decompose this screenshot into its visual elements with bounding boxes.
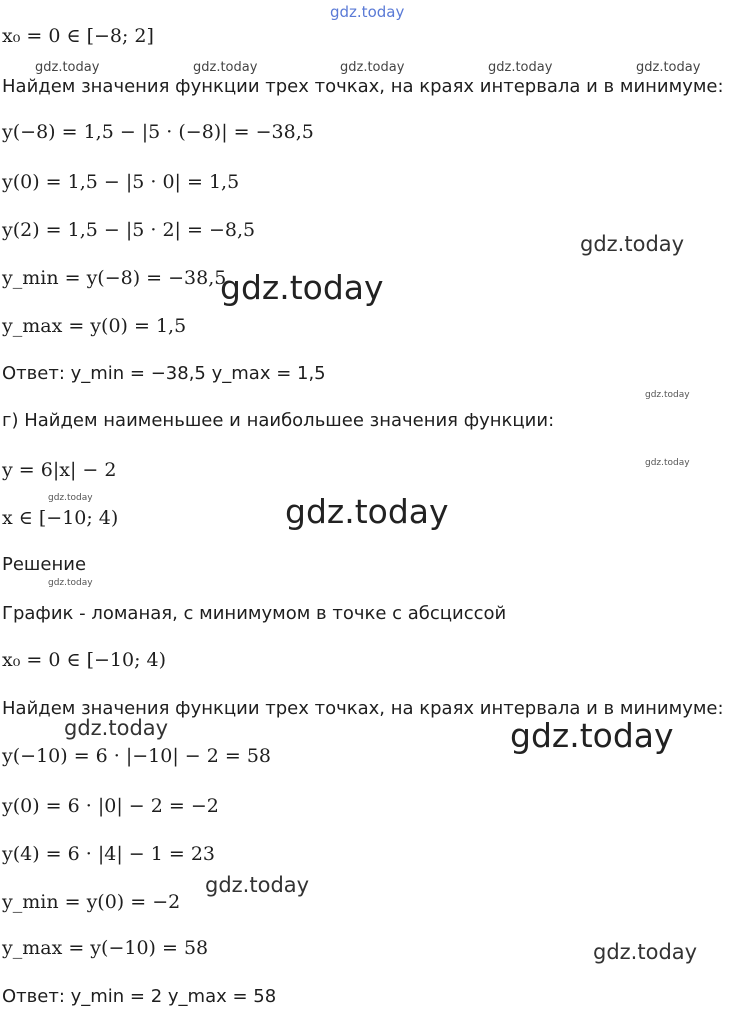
graph-description: График - ломаная, с минимумом в точке с абсциссой [2, 603, 507, 624]
equation-line: y(0) = 1,5 − |5 · 0| = 1,5 [2, 171, 240, 193]
function-line: y = 6|x| − 2 [2, 459, 117, 481]
watermark: gdz.today [285, 492, 449, 531]
watermark: gdz.today [340, 60, 405, 75]
equation-line: y(−8) = 1,5 − |5 · (−8)| = −38,5 [2, 121, 314, 143]
equation-line: y(0) = 6 · |0| − 2 = −2 [2, 795, 219, 817]
watermark: gdz.today [330, 3, 405, 21]
watermark: gdz.today [593, 940, 698, 964]
instruction-line: Найдем значения функции трех точках, на краях интервала и в минимуме: [2, 698, 724, 719]
instruction-line: Найдем значения функции трех точках, на краях интервала и в минимуме: [2, 76, 724, 97]
answer-line: Ответ: y_min = 2 y_max = 58 [2, 986, 277, 1007]
watermark: gdz.today [64, 716, 169, 740]
watermark: gdz.today [645, 458, 690, 468]
watermark: gdz.today [220, 268, 384, 307]
watermark: gdz.today [636, 60, 701, 75]
watermark: gdz.today [645, 390, 690, 400]
x0-interval-line: x₀ = 0 ∈ [−10; 4) [2, 649, 167, 671]
equation-line: y(2) = 1,5 − |5 · 2| = −8,5 [2, 219, 256, 241]
domain-line: x ∈ [−10; 4) [2, 507, 119, 529]
watermark: gdz.today [193, 60, 258, 75]
watermark: gdz.today [510, 716, 674, 755]
watermark: gdz.today [488, 60, 553, 75]
answer-line: Ответ: y_min = −38,5 y_max = 1,5 [2, 363, 326, 384]
y-max-line: y_max = y(0) = 1,5 [2, 315, 187, 337]
watermark: gdz.today [205, 873, 310, 897]
y-min-line: y_min = y(−8) = −38,5 [2, 267, 227, 289]
y-max-line: y_max = y(−10) = 58 [2, 937, 209, 959]
equation-line: y(4) = 6 · |4| − 1 = 23 [2, 843, 216, 865]
watermark: gdz.today [35, 60, 100, 75]
watermark: gdz.today [48, 493, 93, 503]
watermark: gdz.today [580, 232, 685, 256]
equation-line: y(−10) = 6 · |−10| − 2 = 58 [2, 745, 272, 767]
section-heading: г) Найдем наименьшее и наибольшее значения функции: [2, 410, 555, 431]
solution-heading: Решение [2, 554, 87, 575]
x0-interval-line: x₀ = 0 ∈ [−8; 2] [2, 25, 154, 47]
watermark: gdz.today [48, 578, 93, 588]
y-min-line: y_min = y(0) = −2 [2, 891, 181, 913]
